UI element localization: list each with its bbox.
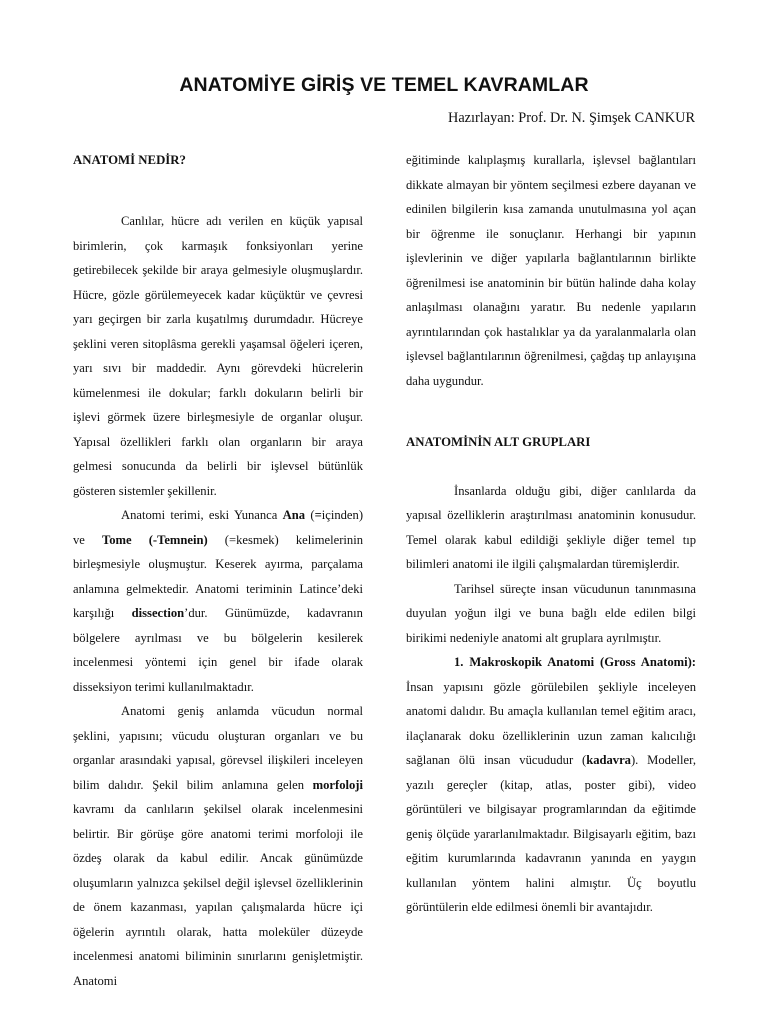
paragraph-egitiminde: eğitiminde kalıplaşmış kurallarla, işlevsel bağlantıları dikkate almayan bir yöntem seçilmesi ezbere dayanan ve edinilen bilgilerin kısa zamanda unutulmasına yol açan bir öğrenme ile sonuçlanır. Herhangi bir yapının işlevlerinin ve diğer yapılarla bağlantılarının birlikte öğrenilmesi ise anatominin bir bütün halinde daha kolay anlaşılması olanağını yaratır. Bu nedenle yapıların ayrıntılarından çok hastalıklar ya da yaralanmalarla olan işlevsel bağlantılarının öğrenilmesi, çağdaş tıp anlayışına daha uygundur. bbox=[406, 153, 696, 388]
left-column bbox=[73, 148, 363, 993]
bold-term-kadavra: kadavra bbox=[586, 753, 631, 767]
text-span: ( bbox=[305, 508, 315, 522]
paragraph-insanlarda: İnsanlarda olduğu gibi, diğer canlılarda da yapısal özelliklerin araştırılması anatominin konusudur. Temel olarak kabul edildiği şekliyle diğer temel tıp bilimleri anatomi ile ilgili çalışmalardan türemişlerdir. bbox=[406, 483, 696, 571]
bold-term-makroskopik: 1. Makroskopik Anatomi (Gross Anatomi): bbox=[454, 655, 696, 669]
text-span: ’dur. Günümüzde, kadavranın bölgelere ayrılması ve bu bölgelerin kesilerek incelenmesi yöntemi için genel bir ifade olarak disseksiyon terimi kullanılmaktadır. bbox=[73, 606, 363, 694]
text-span: (=kesmek) kelimelerinin birleşmesiyle oluşmuştur. Keserek ayırma, parçalama anlamına gelmektedir. Anatomi teriminin Latince’deki karşılığı bbox=[73, 532, 363, 620]
text-span: Anatomi geniş anlamda vücudun normal şeklini, yapısını; vücudu oluşturan organları ve bu organlar arasındaki yapısal, görevsel ilişkileri inceleyen bilim dalıdır. Şekil bilim anlamına gelen bbox=[73, 704, 363, 792]
bold-term-dissection: dissection bbox=[131, 606, 185, 620]
author-line: Hazırlayan: Prof. Dr. N. Şimşek CANKUR bbox=[448, 110, 695, 126]
text-span: ). Modeller, yazılı gereçler (kitap, atlas, poster gibi), video görüntüleri ve bilgisayar programlarından da eğitimde geniş ölçüde yararlanılmaktadır. Bilgisayarlı eğitim, bazı eğitim kurumlarında kadavranın yanında en yaygın kullanılan yöntem halini almıştır. Üç boyutlu görüntülerin elde edilmesi önemli bir avantajıdır. bbox=[406, 753, 696, 914]
bold-term-morfoloji: morfoloji bbox=[312, 777, 363, 792]
bold-term-ana: Ana bbox=[282, 508, 306, 522]
paragraph-tarihsel: Tarihsel süreçte insan vücudunun tanınmasına duyulan yoğun ilgi ve buna bağlı elde edilen bilgi birikimi nedeniyle anatomi alt gruplara ayrılmıştır. bbox=[406, 581, 696, 645]
text-span: Anatomi terimi, eski Yunanca bbox=[121, 508, 283, 522]
paragraph-canlilar: Canlılar, hücre adı verilen en küçük yapısal birimlerin, çok karmaşık fonksiyonları yerine getirebilecek şekilde bir araya gelmesiyle oluşmuşlardır. Hücre, gözle görülemeyecek kadar küçüktür ve çevresi yarı geçirgen bir zarla kuşatılmış durumdadır. Hücreye şeklini veren sitoplâsma gerekli yaşamsal öğeleri içeren, yarı sıvı bir maddedir. Aynı görevdeki hücrelerin kümelenmesi ile dokular; farklı dokuların belirli bir işlevi görmek üzere birleşmesiyle de organlar oluşur. Yapısal özellikleri farklı olan organların bir araya gelmesi sonucunda da belirli bir işlevsel bütünlük gösteren sistemler şekillenir. bbox=[73, 214, 363, 498]
document-title: ANATOMİYE GİRİŞ VE TEMEL KAVRAMLAR bbox=[179, 74, 589, 96]
section-heading-anatomi-nedir: ANATOMİ NEDİR? bbox=[73, 153, 186, 167]
right-column bbox=[406, 148, 696, 920]
text-span: içinden) ve bbox=[73, 508, 364, 547]
paragraph-makroskopik bbox=[406, 650, 696, 920]
bold-term-tome: Tome (-Temnein) bbox=[101, 532, 208, 547]
text-span: İnsan yapısını gözle görülebilen şekliyle inceleyen anatomi dalıdır. Bu amaçla kullanılan temel eğitim aracı, ilaçlanarak doku özelliklerinin uzun zaman kalıcılığı sağlanan ölü insan vücududur ( bbox=[406, 679, 696, 767]
section-heading-alt-gruplar: ANATOMİNİN ALT GRUPLARI bbox=[406, 434, 591, 449]
paragraph-genis-anlamda bbox=[73, 699, 363, 993]
paragraph-anatomi-terimi bbox=[73, 503, 363, 699]
text-span: kavramı da canlıların şekilsel olarak incelenmesini belirtir. Bir görüşe göre anatomi terimi morfoloji ile özdeş olarak da kabul edilir. Ancak günümüzde oluşumların yalnızca şekilsel değil işlevsel özelliklerinin de önem kazanması, yapılan çalışmalarda hücre içi öğelerin ayrıntılı olarak, hatta moleküler düzeyde incelenmesi anatomi biliminin sınırlarını genişletmiştir. Anatomi bbox=[73, 802, 363, 988]
bold-equals: = bbox=[314, 508, 322, 522]
